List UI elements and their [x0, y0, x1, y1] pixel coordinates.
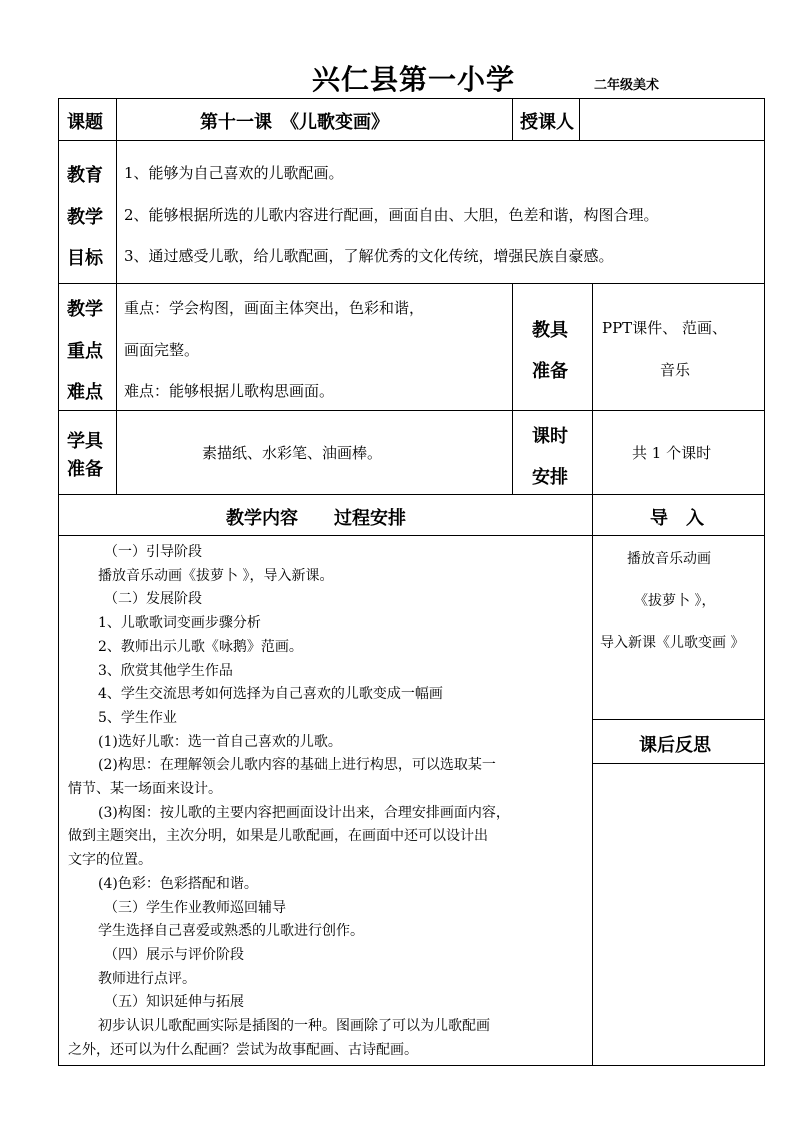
process-line: 播放音乐动画《拔萝卜 》，导入新课。 — [98, 567, 334, 584]
time-label-line: 安排 — [532, 467, 568, 488]
intro-header: 导 入 — [650, 508, 704, 529]
process-line: 学生选择自己喜爱或熟悉的儿歌进行创作。 — [98, 923, 364, 940]
topic-label: 课题 — [67, 112, 103, 133]
process-line: (1)选好儿歌：选一首自己喜欢的儿歌。 — [98, 733, 342, 750]
school-title: 兴仁县第一小学 — [312, 63, 516, 96]
process-line: (3)构图：按儿歌的主要内容把画面设计出来，合理安排画面内容， — [98, 804, 510, 821]
process-line: 初步认识儿歌配画实际是插图的一种。图画除了可以为儿歌配画 — [98, 1018, 490, 1035]
goals-label-line: 教育 — [67, 165, 103, 186]
goal-item: 2、能够根据所选的儿歌内容进行配画，画面自由、大胆，色差和谐，构图合理。 — [124, 206, 659, 224]
process-line: 文字的位置。 — [68, 852, 152, 869]
process-line: 教师进行点评。 — [98, 970, 196, 987]
grade-subject: 二年级美术 — [594, 78, 660, 93]
student-tools-label-line: 学具 — [67, 431, 103, 452]
process-line: 5、学生作业 — [98, 709, 177, 726]
time-value: 共 1 个课时 — [632, 444, 712, 462]
tools-label-line: 教具 — [532, 320, 568, 341]
column-divider — [592, 283, 593, 1066]
reflection-label: 课后反思 — [639, 735, 711, 756]
process-line: （二）发展阶段 — [104, 591, 202, 608]
process-content — [68, 541, 588, 1062]
intro-line: 播放音乐动画 — [627, 551, 711, 567]
goals-label-line: 目标 — [67, 248, 103, 269]
process-line: (4)色彩：色彩搭配和谐。 — [98, 875, 258, 892]
keypoints-label-line: 难点 — [67, 382, 103, 403]
column-divider — [512, 283, 513, 494]
column-divider — [512, 98, 513, 140]
keypoint-line: 难点：能够根据儿歌构思画面。 — [124, 382, 335, 400]
keypoints-label-line: 教学 — [67, 299, 103, 320]
row-divider — [58, 140, 765, 141]
process-line: （三）学生作业教师巡回辅导 — [104, 899, 286, 916]
keypoint-line: 画面完整。 — [124, 341, 200, 359]
goal-item: 1、能够为自己喜欢的儿歌配画。 — [124, 164, 344, 182]
process-line: （五）知识延伸与拓展 — [104, 994, 244, 1011]
process-line: （四）展示与评价阶段 — [104, 946, 244, 963]
column-divider — [116, 98, 117, 494]
process-line: （一）引导阶段 — [104, 544, 202, 560]
row-divider — [592, 763, 765, 764]
goals-label-line: 教学 — [67, 207, 103, 228]
row-divider — [58, 494, 765, 495]
intro-line: 《拔萝卜 》， — [634, 593, 716, 609]
time-label-line: 课时 — [532, 426, 568, 447]
goal-item: 3、通过感受儿歌，给儿歌配画，了解优秀的文化传统，增强民族自豪感。 — [124, 247, 614, 265]
column-divider — [579, 98, 580, 140]
tools-label-line: 准备 — [532, 361, 568, 382]
process-line: 情节、某一场面来设计。 — [68, 781, 222, 798]
row-divider — [58, 410, 765, 411]
student-tools-label-line: 准备 — [67, 459, 103, 480]
keypoints-label-line: 重点 — [67, 341, 103, 362]
process-header: 教学内容 过程安排 — [226, 508, 406, 529]
tools-value-line: 音乐 — [660, 361, 691, 379]
teacher-label: 授课人 — [520, 112, 574, 133]
process-line: 之外，还可以为什么配画？尝试为故事配画、古诗配画。 — [68, 1041, 418, 1058]
row-divider — [592, 719, 765, 720]
topic-value: 第十一课 《儿歌变画》 — [200, 112, 389, 133]
intro-line: 导入新课《儿歌变画 》 — [600, 635, 745, 651]
tools-value-line: PPT课件、 范画、 — [602, 319, 727, 337]
process-line: 做到主题突出，主次分明，如果是儿歌配画，在画面中还可以设计出 — [68, 828, 488, 845]
process-line: (2)构思：在理解领会儿歌内容的基础上进行构思，可以选取某一 — [98, 757, 496, 774]
row-divider — [58, 283, 765, 284]
student-tools-value: 素描纸、水彩笔、油画棒。 — [202, 444, 383, 462]
row-divider — [58, 535, 765, 536]
process-line: 1、儿歌歌词变画步骤分析 — [98, 615, 261, 632]
keypoint-line: 重点：学会构图，画面主体突出，色彩和谐， — [124, 299, 425, 317]
process-line: 4、学生交流思考如何选择为自己喜欢的儿歌变成一幅画 — [98, 686, 443, 703]
process-line: 3、欣赏其他学生作品 — [98, 662, 233, 679]
process-line: 2、教师出示儿歌《咏鹅》范画。 — [98, 638, 303, 655]
